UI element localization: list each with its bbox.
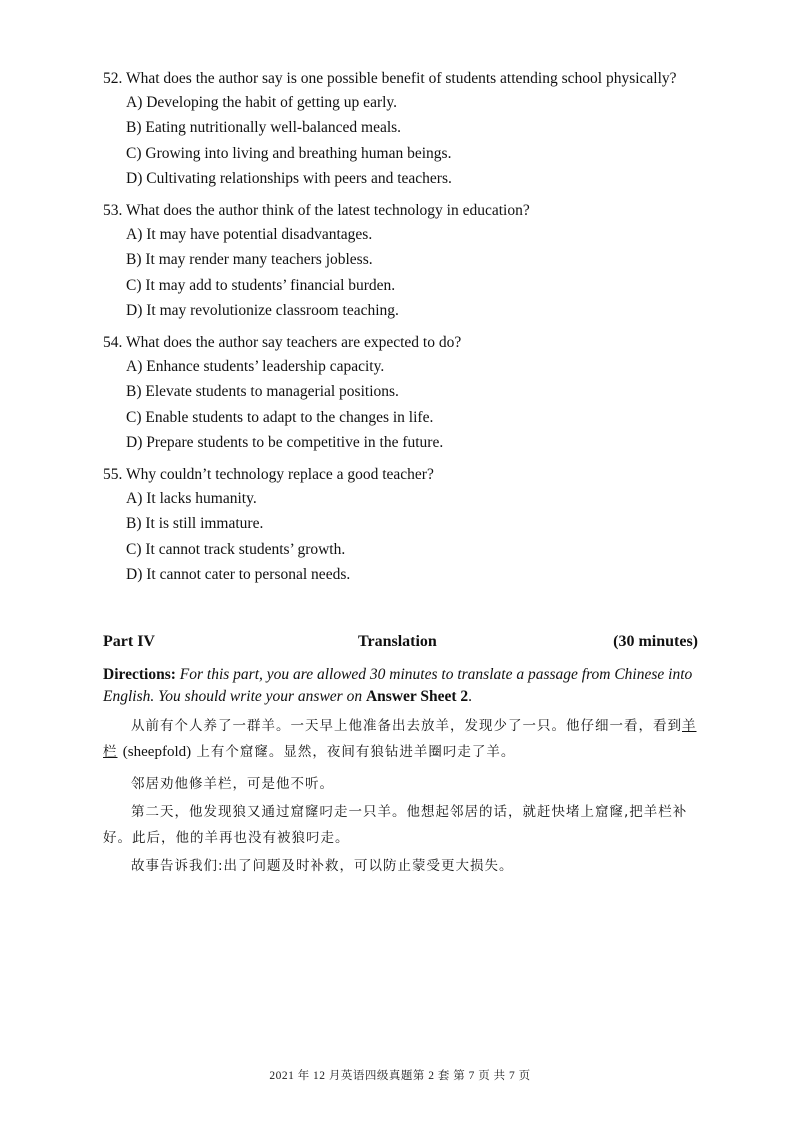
question-54 (103, 333, 743, 458)
answer-option: A) Enhance students’ leadership capacity. (126, 358, 385, 375)
question-52 (103, 69, 743, 194)
answer-option: C) Enable students to adapt to the changes in life. (126, 408, 434, 426)
question-stem: 52. What does the author say is one possible benefit of students attending school physically? (103, 70, 677, 87)
directions-text: For this part, you are allowed 30 minutes to translate a passage from Chinese into English. You should write your answer on (103, 666, 693, 705)
passage-paragraph-3 (103, 799, 701, 851)
passage-text: 上有个窟窿。显然，夜间有狼钻进羊圈叼走了羊。 (196, 744, 516, 760)
answer-option: B) Eating nutritionally well-balanced meals. (126, 119, 402, 137)
directions (103, 664, 703, 708)
question-53 (103, 201, 743, 326)
passage-text: 从前有个人养了一群羊。一天早上他准备出去放羊，发现少了一只。他仔细一看，看到 (131, 718, 682, 734)
part-time: (30 minutes) (613, 633, 698, 650)
directions-end: . (468, 688, 473, 705)
passage-text: 第二天，他发现狼又通过窟窿叼走一只羊。他想起邻居的话，就赶快堵上窟窿,把羊栏补好。此后，他的羊再也没有被狼叼走。 (103, 804, 688, 846)
answer-option: D) Cultivating relationships with peers and teachers. (126, 169, 452, 187)
passage-paragraph-2 (103, 771, 701, 797)
answer-option: A) It may have potential disadvantages. (126, 226, 373, 243)
part-title: Translation (358, 633, 437, 650)
passage-text: 故事告诉我们:出了问题及时补救，可以防止蒙受更大损失。 (131, 858, 514, 874)
answer-option: C) It cannot track students’ growth. (126, 540, 346, 558)
answer-option: D) It may revolutionize classroom teaching. (126, 301, 399, 319)
passage-gloss: (sheepfold) (122, 744, 192, 760)
answer-option: D) It cannot cater to personal needs. (126, 565, 351, 583)
answer-sheet-ref: Answer Sheet 2 (365, 688, 469, 705)
answer-option: A) Developing the habit of getting up early. (126, 94, 398, 111)
passage-text: 邻居劝他修羊栏，可是他不听。 (131, 776, 334, 792)
answer-option: B) It may render many teachers jobless. (126, 251, 373, 269)
answer-option: A) It lacks humanity. (126, 490, 257, 507)
part-header (103, 633, 698, 655)
answer-option: B) It is still immature. (126, 515, 264, 533)
answer-option: D) Prepare students to be competitive in the future. (126, 433, 444, 451)
part-label: Part IV (103, 633, 155, 650)
question-stem: 53. What does the author think of the latest technology in education? (103, 202, 530, 219)
question-stem: 54. What does the author say teachers are expected to do? (103, 334, 462, 351)
passage-paragraph-4 (103, 853, 701, 879)
passage-term: 羊栏 (103, 718, 697, 760)
answer-option: B) Elevate students to managerial positions. (126, 383, 399, 401)
page-footer: 2021 年 12 月英语四级真题第 2 套 第 7 页 共 7 页 (269, 1070, 531, 1082)
directions-label: Directions: (103, 666, 176, 683)
question-55 (103, 465, 743, 590)
answer-option: C) Growing into living and breathing human beings. (126, 144, 452, 162)
question-stem: 55. Why couldn’t technology replace a good teacher? (103, 466, 434, 483)
answer-option: C) It may add to students’ financial burden. (126, 276, 396, 294)
passage-paragraph-1 (103, 713, 701, 765)
